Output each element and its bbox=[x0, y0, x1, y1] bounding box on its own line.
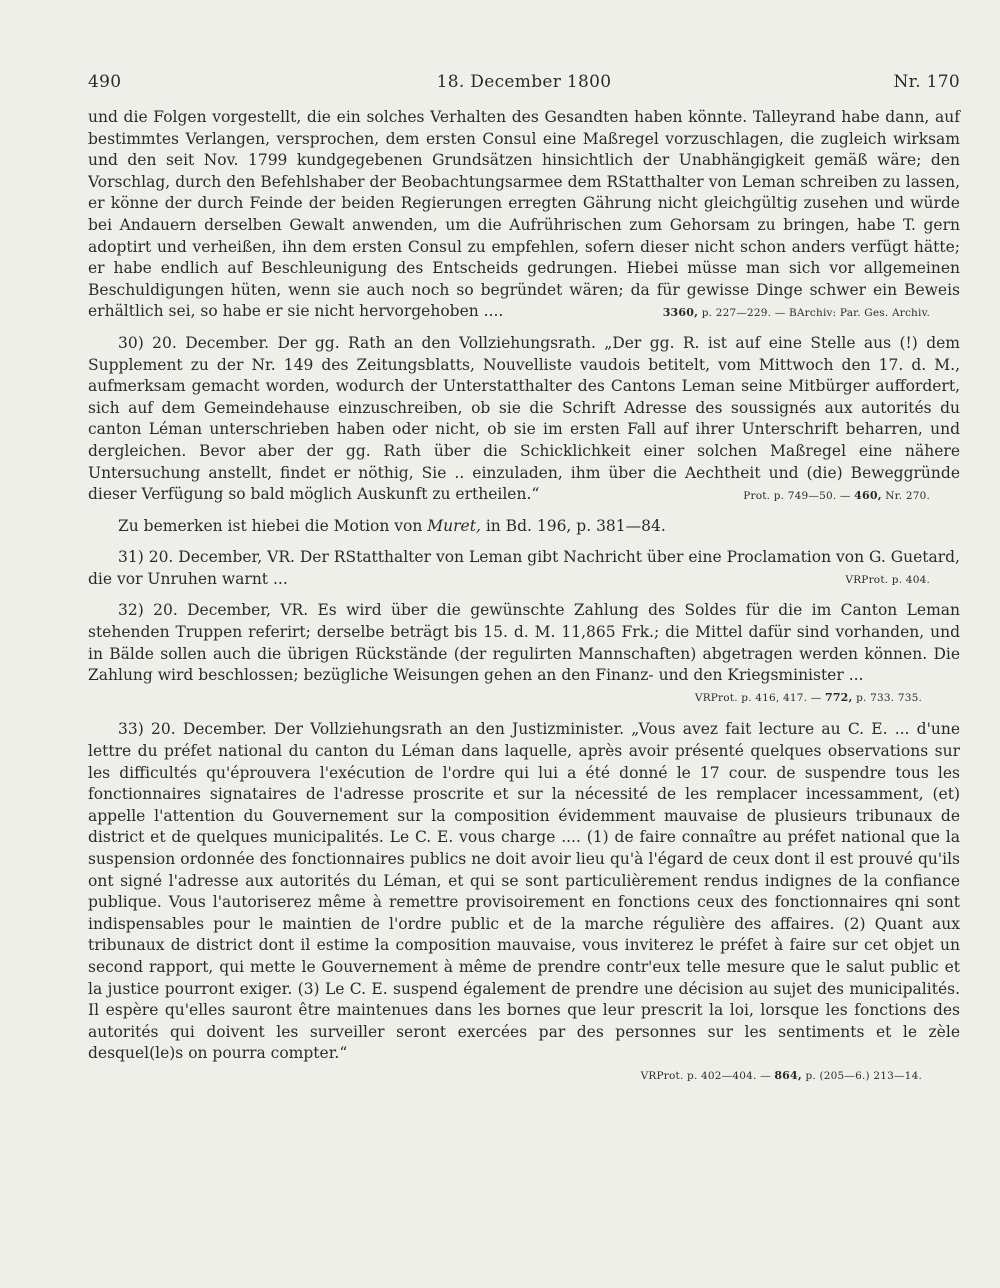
reference-text: Nr. 270. bbox=[881, 490, 930, 503]
page-number: 490 bbox=[88, 72, 122, 92]
document-number: Nr. 170 bbox=[893, 72, 960, 92]
reference-text: p. 227—229. — BArchiv: Par. Ges. Archiv. bbox=[698, 307, 930, 320]
reference-number: 864, bbox=[774, 1068, 802, 1082]
reference-text: Prot. p. 749—50. — bbox=[743, 490, 855, 503]
source-reference: VRProt. p. 404. bbox=[845, 573, 930, 586]
entry-text: 31) 20. December, VR. Der RStatthalter von Leman gibt Nachricht über eine Proclamation von G. Guetard, die vor Unruhen warnt ... bbox=[88, 548, 960, 588]
source-reference bbox=[88, 1065, 960, 1088]
note-text: Zu bemerken ist hiebei die Motion von bbox=[118, 516, 428, 535]
editor-note bbox=[88, 516, 960, 538]
note-name: Muret, bbox=[427, 516, 481, 535]
paragraph-text: und die Folgen vorgestellt, die ein solches Verhalten des Gesandten haben könnte. Talleyrand habe dann, auf bestimmtes Verlangen, versprochen, dem ersten Consul eine Maßregel vorzuschlagen, die zugleich wirksam und den seit Nov. 1799 kundgegebenen Grundsätzen hinsichtlich der Unabhängigkeit gemäß wäre; den Vorschlag, durch den Befehlshaber der Beobachtungsarmee dem RStatthalter von Leman schreiben zu lassen, er könne der durch Feinde der beiden Regierungen erregten Gährung nicht gleichgültig zusehen und würde bei Andauern derselben Gewalt anwenden, um die Aufrührischen zum Gehorsam zu bringen, habe T. gern adoptirt und verheißen, ihn dem ersten Consul zu empfehlen, sofern dieser nicht schon anders verfügt hätte; er habe endlich auf Beschleunigung des Entscheids gedrungen. Hiebei müsse man sich vor allgemeinen Beschuldigungen hüten, wenn sie auch noch so begründet wären; da für gewisse Dinge schwer ein Beweis erhältlich sei, so habe er sie nicht hervorgehoben .... bbox=[88, 108, 960, 321]
reference-number: 460, bbox=[854, 489, 882, 503]
entry-32 bbox=[88, 600, 960, 686]
entry-text: 30) 20. December. Der gg. Rath an den Vollziehungsrath. „Der gg. R. ist auf eine Stelle aus (!) dem Supplement zu der Nr. 149 des Zeitungsblatts, Nouvelliste vaudois betitelt, vom Mittwoch den 17. d. M., aufmerksam gemacht worden, wodurch der Unterstatthalter des Cantons Leman seine Mitbürger auffordert, sich auf dem Gemeindehause einzuschreiben, ob sie die Schrift Adresse des soussignés aux autorités du canton Léman unterschrieben haben oder nicht, ob sie im ersten Fall auf ihrer Unterschrift beharren, und dergleichen. Bevor aber der gg. Rath über die Schicklichkeit einer solchen Maßregel eine nähere Untersuchung anstellt, findet er nöthig, Sie .. einzuladen, ihm über die Aechtheit und (die) Beweggründe dieser Verfügung so bald möglich Auskunft zu ertheilen.“ bbox=[88, 333, 960, 504]
entry-30 bbox=[88, 333, 960, 506]
entry-33 bbox=[88, 719, 960, 1065]
source-reference bbox=[713, 485, 960, 508]
entry-31 bbox=[88, 547, 960, 590]
reference-number: 3360, bbox=[662, 306, 699, 320]
note-text: in Bd. 196, p. 381—84. bbox=[480, 516, 666, 535]
page-body bbox=[88, 107, 960, 1088]
entry-text: 33) 20. December. Der Vollziehungsrath an den Justizminister. „Vous avez fait lecture au C. E. ... d'une lettre du préfet national du canton du Léman dans laquelle, après avoir présenté quelques observations sur les difficultés qu'éprouvera l'exécution de l'ordre qui lui a été donné le 17 cour. de suspendre tous les fonctionnaires signataires de l'adresse proscrite et sur la nécessité de les remplacer incessamment, (et) appelle l'attention du Gouvernement sur la composition évidemment mauvaise de plusieurs tribunaux de district et de quelques municipalités. Le C. E. vous charge .... (1) de faire connaître au préfet national que la suspension ordonnée des fonctionnaires publics ne doit avoir lieu qu'à l'égard de ceux dont il est prouvé qu'ils ont signé l'adresse aux autorités du Léman, et qui se sont particulièrement rendus indignes de la confiance publique. Vous l'autoriserez même à remettre provisoirement en fonctions ceux des fonctionnaires qni sont indispensables pour le maintien de l'ordre public et de la marche régulière des affaires. (2) Quant aux tribunaux de district dont il estime la composition mauvaise, vous inviterez le préfet à faire sur cet objet un second rapport, qui mette le Gouvernement à même de prendre contr'eux telle mesure que le salut public et la justice pourront exiger. (3) Le C. E. suspend également de prendre une décision au sujet des municipalités. Il espère qu'elles sauront être maintenues dans les bornes que leur prescrit la loi, lorsque les fonctions des autorités qui doivent les surveiller seront exercées par des personnes sur les sentiments et le zèle desquel(le)s on pourra compter.“ bbox=[88, 720, 960, 1063]
running-date: 18. December 1800 bbox=[436, 72, 612, 92]
entry-text: 32) 20. December, VR. Es wird über die gewünschte Zahlung des Soldes für die im Canton Leman stehenden Truppen referirt; derselbe beträgt bis 15. d. M. 11,865 Frk.; die Mittel dafür sind vorhanden, und in Bälde sollen auch die übrigen Rückstände (der regulirten Mannschaften) abgetragen werden können. Die Zahlung wird beschlossen; bezügliche Weisungen gehen an den Finanz- und den Kriegsminister ... bbox=[88, 601, 960, 685]
reference-text: VRProt. p. 416, 417. — bbox=[694, 691, 825, 704]
source-reference bbox=[663, 302, 960, 325]
paragraph-continuation bbox=[88, 107, 960, 323]
reference-text: p. 733. 735. bbox=[852, 691, 922, 704]
page-header bbox=[88, 72, 960, 96]
reference-text: VRProt. p. 402—404. — bbox=[640, 1069, 775, 1082]
source-reference bbox=[88, 687, 960, 710]
reference-text: p. (205—6.) 213—14. bbox=[801, 1069, 922, 1082]
reference-number: 772, bbox=[824, 690, 853, 704]
